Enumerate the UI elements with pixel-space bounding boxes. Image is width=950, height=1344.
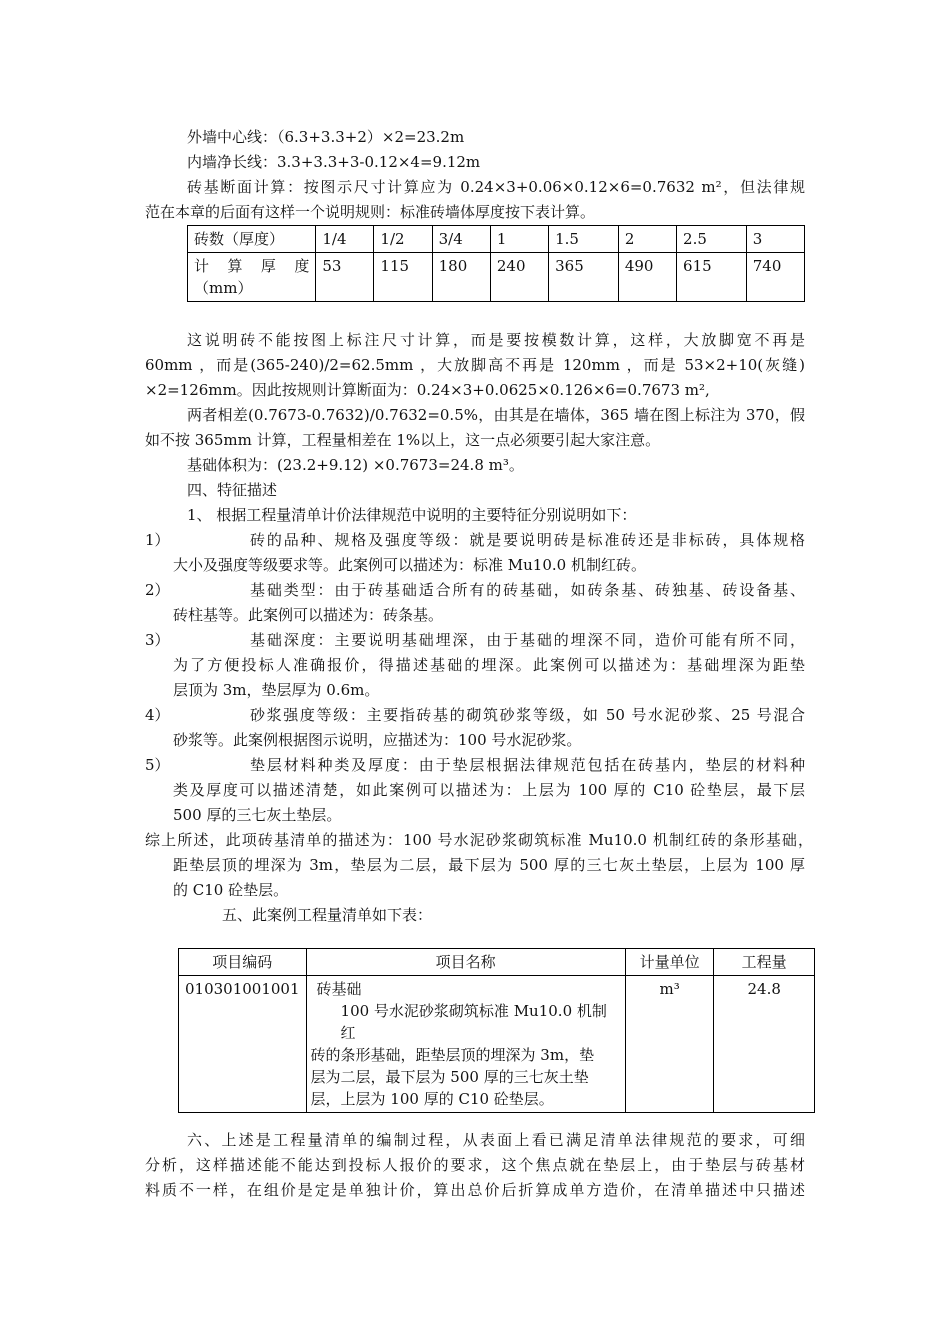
- item-code-cell: 010301001001: [179, 976, 307, 1113]
- item-number: 2）: [145, 581, 170, 599]
- section-calc-line-2: 范在本章的后面有这样一个说明规则：标准砖墙体厚度按下表计算。: [145, 203, 596, 221]
- table-cell: 3: [746, 226, 804, 253]
- table-cell: 2.5: [677, 226, 747, 253]
- para-line: 60mm ，而是(365-240)/2=62.5mm ，大放脚高不再是 120mm ，而是 53×2+10(灰缝): [145, 356, 805, 374]
- table-row: [188, 226, 805, 253]
- table-row: [188, 253, 805, 302]
- outer-wall-centerline: 外墙中心线：（6.3+3.3+2）×2=23.2m: [187, 128, 465, 146]
- item-number: 4）: [145, 706, 170, 724]
- table-cell: 2: [618, 226, 676, 253]
- section-6-line: 分析，这样描述能不能达到投标人报价的要求，这个焦点就在垫层上，由于垫层与砖基材: [145, 1156, 805, 1174]
- section-4-title: 四、特征描述: [187, 481, 278, 499]
- para-line: 如不按 365mm 计算，工程量相差在 1%以上，这一点必须要引起大家注意。: [145, 431, 661, 449]
- table-cell: 1: [490, 226, 548, 253]
- table-cell: 615: [677, 253, 747, 302]
- item-number: 3）: [145, 631, 170, 649]
- bill-of-quantities-table: [178, 948, 815, 1113]
- item-line: 500 厚的三七灰土垫层。: [173, 806, 342, 824]
- item-line: 类及厚度可以描述清楚，如此案例可以描述为：上层为 100 厚的 C10 砼垫层，最下层: [173, 781, 805, 799]
- section-6-line: 料质不一样，在组价是定是单独计价，算出总价后折算成单方造价，在清单描述中只描述: [145, 1181, 805, 1199]
- table-cell: 1/4: [316, 226, 374, 253]
- table-cell: 180: [432, 253, 490, 302]
- item-line: 砂浆等。此案例根据图示说明，应描述为：100 号水泥砂浆。: [173, 731, 582, 749]
- item-name-line: 层，上层为 100 厚的 C10 砼垫层。: [310, 1090, 554, 1108]
- item-number: 1）: [145, 531, 170, 549]
- quantity-cell: 24.8: [714, 976, 815, 1113]
- table-cell: 240: [490, 253, 548, 302]
- item-name-line: 层为二层，最下层为 500 厚的三七灰土垫: [310, 1068, 589, 1086]
- table-header-cell: 砖数（厚度）: [188, 226, 316, 253]
- table-row: [179, 949, 815, 976]
- item-line: 垫层材料种类及厚度：由于垫层根据法律规范包括在砖基内，垫层的材料种: [250, 756, 805, 774]
- para-line: 这说明砖不能按图上标注尺寸计算，而是要按模数计算，这样，大放脚宽不再是: [187, 331, 805, 349]
- item-name-title: 砖基础: [316, 980, 362, 998]
- summary-line: 综上所述，此项砖基清单的描述为：100 号水泥砂浆砌筑标准 Mu10.0 机制红砖的条形基础，: [145, 831, 813, 849]
- section-4-intro: 1、 根据工程量清单计价法律规范中说明的主要特征分别说明如下：: [187, 506, 637, 524]
- table-cell: 3/4: [432, 226, 490, 253]
- section-6-line: 六、上述是工程量清单的编制过程，从表面上看已满足清单法律规范的要求，可细: [187, 1131, 805, 1149]
- item-line: 基础深度：主要说明基础埋深，由于基础的埋深不同，造价可能有所不同，: [250, 631, 805, 649]
- table-row: [179, 976, 815, 1113]
- item-line: 为了方便投标人准确报价，得描述基础的埋深。此案例可以描述为：基础埋深为距垫: [173, 656, 805, 674]
- section-calc-line-1: 砖基断面计算：按图示尺寸计算应为 0.24×3+0.06×0.12×6=0.7632 m²，但法律规: [187, 178, 805, 196]
- summary-line: 距垫层顶的埋深为 3m，垫层为二层，最下层为 500 厚的三七灰土垫层，上层为 100 厚: [173, 856, 805, 874]
- table-cell: 53: [316, 253, 374, 302]
- unit-cell: m³: [625, 976, 714, 1113]
- item-name-line: 砖的条形基础，距垫层顶的埋深为 3m，垫: [310, 1046, 595, 1064]
- table-header-cell: 项目编码: [179, 949, 307, 976]
- table-cell: 1.5: [549, 226, 619, 253]
- item-line: 砂浆强度等级：主要指砖基的砌筑砂浆等级，如 50 号水泥砂浆、25 号混合: [250, 706, 805, 724]
- para-line: ×2=126mm。因此按规则计算断面为：0.24×3+0.0625×0.126×6=0.7673 m²,: [145, 381, 710, 399]
- para-line: 两者相差(0.7673-0.7632)/0.7632=0.5%，由其是在墙体，365 墙在图上标注为 370，假: [187, 406, 805, 424]
- table-cell: 365: [549, 253, 619, 302]
- table-cell: 740: [746, 253, 804, 302]
- table-header-cell: 项目名称: [306, 949, 625, 976]
- item-line: 大小及强度等级要求等。此案例可以描述为：标准 Mu10.0 机制红砖。: [173, 556, 646, 574]
- table-cell: 115: [374, 253, 432, 302]
- table-header-cell: 工程量: [714, 949, 815, 976]
- summary-line: 的 C10 砼垫层。: [173, 881, 289, 899]
- item-name-cell: [306, 976, 625, 1113]
- brick-thickness-table: [187, 225, 805, 302]
- row-label-line-2: （mm）: [194, 279, 253, 297]
- section-5-title: 五、此案例工程量清单如下表：: [222, 906, 433, 924]
- table-header-cell: 计量单位: [625, 949, 714, 976]
- item-line: 层顶为 3m，垫层厚为 0.6m。: [173, 681, 380, 699]
- table-cell: 1/2: [374, 226, 432, 253]
- item-name-line: 100 号水泥砂浆砌筑标准 Mu10.0 机制红: [340, 1002, 607, 1042]
- row-label-line-1: 计 算 厚 度: [194, 257, 310, 275]
- foundation-volume: 基础体积为：(23.2+9.12) ×0.7673=24.8 m³。: [187, 456, 524, 474]
- item-line: 砖柱基等。此案例可以描述为：砖条基。: [173, 606, 444, 624]
- item-line: 基础类型：由于砖基础适合所有的砖基础，如砖条基、砖独基、砖设备基、: [250, 581, 805, 599]
- item-line: 砖的品种、规格及强度等级：就是要说明砖是标准砖还是非标砖，具体规格: [250, 531, 805, 549]
- table-cell: 490: [618, 253, 676, 302]
- table-header-cell: [188, 253, 316, 302]
- item-number: 5）: [145, 756, 170, 774]
- inner-wall-net-length: 内墙净长线：3.3+3.3+3-0.12×4=9.12m: [187, 153, 481, 171]
